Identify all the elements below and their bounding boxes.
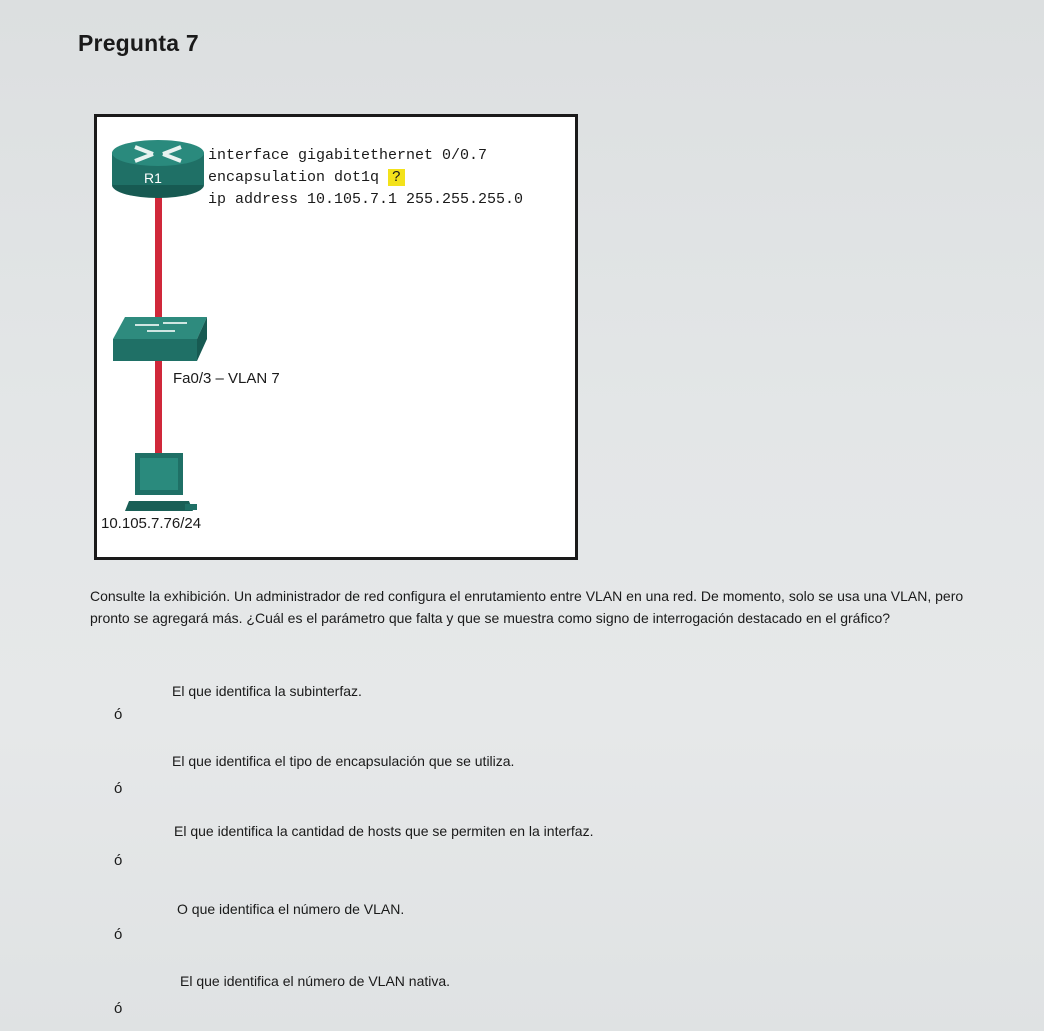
switch-pc-link: [155, 361, 162, 461]
router-icon: [112, 140, 204, 198]
pc-icon: [125, 453, 197, 511]
router-switch-link: [155, 187, 162, 327]
command-line-ip-address: ip address 10.105.7.1 255.255.255.0: [208, 191, 524, 208]
question-prompt: [90, 585, 1030, 629]
exhibit-figure: [94, 114, 578, 560]
answer-marker-3[interactable]: ó: [114, 852, 123, 869]
answer-option-5[interactable]: El que identifica el número de VLAN nativa.: [180, 973, 451, 989]
router-label: R1: [144, 170, 162, 186]
prompt-line-2: pronto se agregará más. ¿Cuál es el parámetro que falta y que se muestra como signo de interrogación destacado en el gráfico?: [90, 610, 891, 626]
answer-marker-2[interactable]: ó: [114, 780, 123, 797]
command-line-interface: interface gigabitethernet 0/0.7: [208, 147, 488, 164]
answer-marker-4[interactable]: ó: [114, 926, 123, 943]
answer-option-3[interactable]: El que identifica la cantidad de hosts que se permiten en la interfaz.: [174, 823, 594, 839]
missing-parameter-highlight: ?: [388, 169, 405, 186]
pc-ip-label: 10.105.7.76/24: [101, 515, 202, 532]
answer-option-4[interactable]: O que identifica el número de VLAN.: [177, 901, 405, 917]
answer-marker-5[interactable]: ó: [114, 1000, 123, 1017]
encapsulation-command-text: encapsulation dot1q: [208, 169, 380, 186]
answer-option-1[interactable]: El que identifica la subinterfaz.: [172, 683, 362, 699]
command-line-encapsulation: [208, 169, 405, 186]
question-title: Pregunta 7: [78, 30, 199, 56]
prompt-line-1: Consulte la exhibición. Un administrador de red configura el enrutamiento entre VLAN en una red. De momento, solo se usa una VLAN, pero: [90, 588, 964, 604]
switch-icon: [113, 317, 207, 361]
answer-option-2[interactable]: El que identifica el tipo de encapsulación que se utiliza.: [172, 753, 515, 769]
switch-port-label: Fa0/3 – VLAN 7: [173, 370, 280, 387]
answer-marker-1[interactable]: ó: [114, 706, 123, 723]
